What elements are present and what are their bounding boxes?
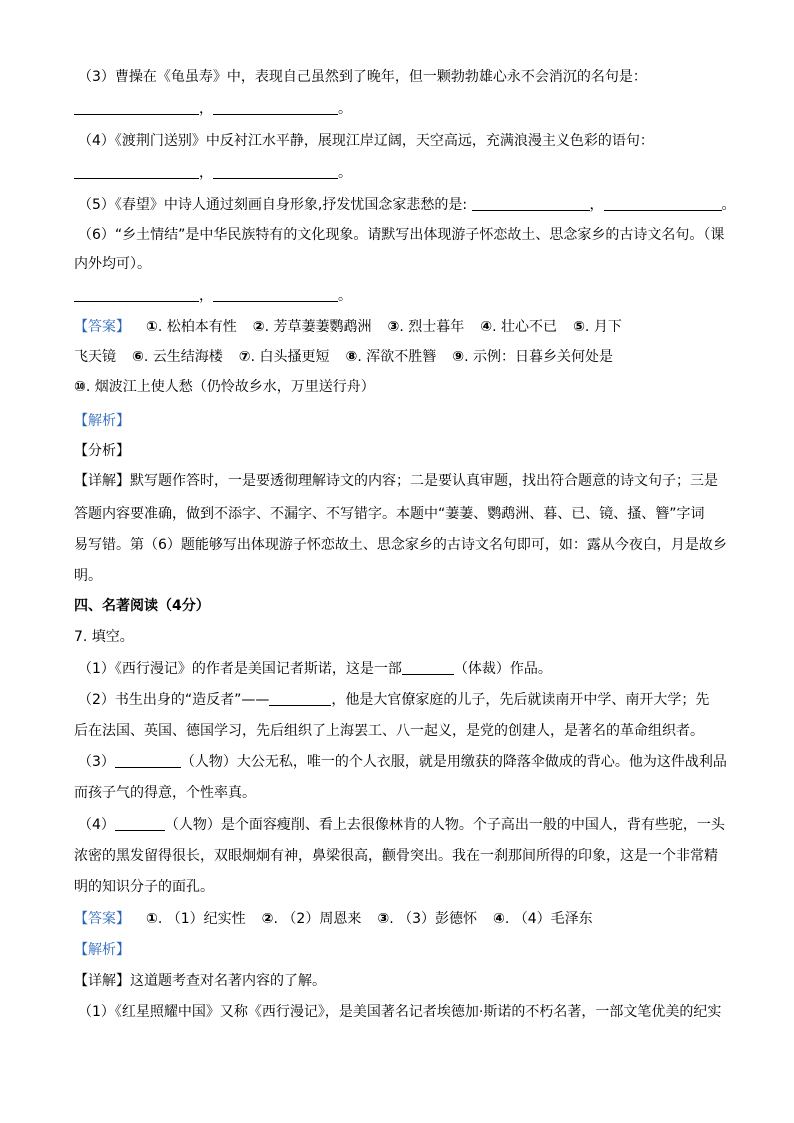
question-7-3-line2: 而孩子气的得意，个性率真。: [74, 785, 256, 801]
answer-1-line2: 飞天镜 ⑥. 云生结海楼 ⑦. 白头搔更短 ⑧. 浑欲不胜簪 ⑨. 示例：日暮乡关何处是: [74, 349, 614, 365]
answer-blank[interactable]: [213, 164, 338, 179]
question-7-4-line3: 明的知识分子的面孔。: [74, 879, 214, 895]
question-7-3-line1: （3） （人物）大公无私，唯一的个人衣服，就是用缴获的降落伞做成的背心。他为这件战利品: [78, 754, 727, 770]
detail-1-line2: 答题内容要准确，做到不添字、不漏字、不写错字。本题中“萋萋、鹦鹉洲、暮、已、镜、搔、簪”字词: [74, 506, 705, 522]
answer-1-line3: ⑩. 烟波江上使人愁（仍怜故乡水，万里送行舟）: [74, 379, 375, 395]
detail-2-line1: 【详解】这道题考查对名著内容的了解。: [74, 973, 326, 989]
analysis-tag: 【解析】: [74, 413, 130, 429]
answer-blank[interactable]: [115, 816, 165, 831]
question-5: （5）《春望》中诗人通过刻画自身形象,抒发忧国念家悲愁的是: ， 。: [78, 197, 736, 213]
answer-blank[interactable]: [74, 164, 199, 179]
question-7-2-line1: （2）书生出身的“造反者”—— ，他是大官僚家庭的儿子，先后就读南开中学、南开大学；先: [78, 692, 710, 708]
answer-1-line1: 【答案】 ①. 松柏本有性 ②. 芳草萋萋鹦鹉洲 ③. 烈士暮年 ④. 壮心不已 ⑤. 月下: [74, 319, 622, 335]
detail-1-line4: 明。: [74, 568, 102, 584]
answer-2: 【答案】 ①. （1）纪实性 ②. （2）周恩来 ③. （3）彭德怀 ④. （4）毛泽东: [74, 911, 593, 927]
question-3-blanks: ， 。: [74, 99, 352, 119]
question-6-line1: （6）“乡土情结”是中华民族特有的文化现象。请默写出体现游子怀恋故土、思念家乡的古诗文名句。（课: [78, 227, 725, 243]
fenxi-tag: 【分析】: [74, 443, 130, 459]
answer-blank[interactable]: [604, 196, 722, 211]
answer-blank[interactable]: [213, 287, 338, 302]
question-7-1: （1）《西行漫记》的作者是美国记者斯诺，这是一部 （体裁）作品。: [78, 661, 552, 677]
answer-tag: 【答案】: [74, 319, 130, 335]
question-7-title: 7. 填空。: [74, 629, 134, 645]
analysis-tag: 【解析】: [74, 942, 130, 958]
answer-blank[interactable]: [269, 691, 331, 706]
answer-blank[interactable]: [74, 287, 199, 302]
question-3: （3）曹操在《龟虽寿》中，表现自己虽然到了晚年，但一颗勃勃雄心永不会消沉的名句是：: [78, 69, 647, 85]
answer-blank[interactable]: [402, 660, 454, 675]
question-7-2-line2: 后在法国、英国、德国学习，先后组织了上海罢工、八一起义，是党的创建人，是著名的革命组织者。: [74, 723, 704, 739]
answer-blank[interactable]: [213, 100, 338, 115]
question-7-4-line2: 浓密的黑发留得很长，双眼炯炯有神，鼻梁很高，颧骨突出。我在一刹那间所得的印象，这是一个非常精: [74, 848, 718, 864]
section-title: 四、名著阅读（4分）: [74, 598, 210, 614]
detail-2-line2: （1）《红星照耀中国》又称《西行漫记》，是美国著名记者埃德加·斯诺的不朽名著，一部文笔优美的纪实: [78, 1004, 722, 1020]
detail-1-line3: 易写错。第（6）题能够写出体现游子怀恋故土、思念家乡的古诗文名句即可，如：露从今夜白，月是故乡: [74, 537, 727, 553]
answer-tag: 【答案】: [74, 911, 130, 927]
question-6-blanks: ， 。: [74, 286, 352, 306]
question-4: （4）《渡荆门送别》中反衬江水平静，展现江岸辽阔，天空高远，充满浪漫主义色彩的语句：: [78, 133, 654, 149]
detail-1-line1: 【详解】默写题作答时，一是要透彻理解诗文的内容；二是要认真审题，找出符合题意的诗文句子；三是: [74, 473, 718, 489]
question-4-blanks: ， 。: [74, 163, 352, 183]
answer-blank[interactable]: [74, 100, 199, 115]
answer-blank[interactable]: [115, 753, 181, 768]
question-6-line2: 内外均可）。: [74, 256, 151, 272]
question-7-4-line1: （4） （人物）是个面容瘦削、看上去很像林肯的人物。个子高出一般的中国人，背有些驼，一头: [78, 817, 725, 833]
answer-blank[interactable]: [472, 196, 590, 211]
